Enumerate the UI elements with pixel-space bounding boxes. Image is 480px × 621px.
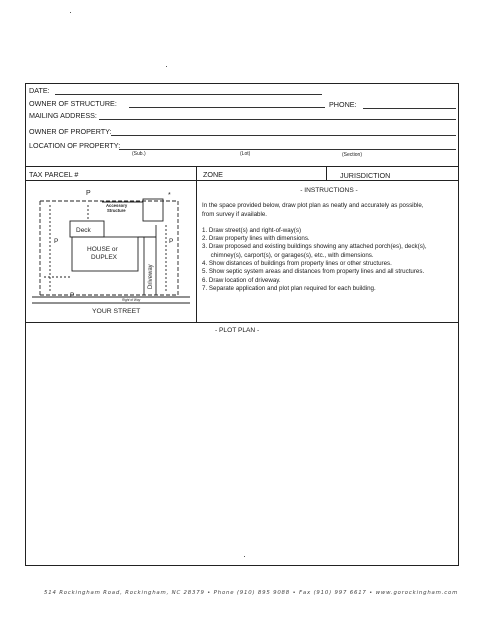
info-divider-right: [326, 166, 327, 180]
phone-label: PHONE:: [329, 100, 357, 109]
info-row-bottom-rule: [25, 180, 459, 181]
scan-speck: [244, 556, 245, 557]
instructions-intro: [202, 202, 456, 219]
info-divider-left: [196, 166, 197, 322]
instructions-list: [202, 227, 456, 293]
info-row-top-rule: [25, 166, 459, 167]
instruction-step: 4. Show distances of buildings from property lines or other structures.: [202, 260, 392, 268]
location-lot-label: (Lot): [240, 151, 251, 157]
owner-property-label: OWNER OF PROPERTY:: [29, 127, 112, 136]
tax-parcel-label: TAX PARCEL #: [29, 170, 79, 179]
property-line-symbol-left: P: [54, 238, 59, 245]
location-label: LOCATION OF PROPERTY:: [29, 141, 121, 150]
instruction-step: 5. Show septic system areas and distances from property lines and all structures.: [202, 268, 425, 276]
date-label: DATE:: [29, 86, 50, 95]
instruction-step: 1. Draw street(s) and right-of-way(s): [202, 226, 302, 234]
location-section-label: (Section): [342, 152, 363, 158]
instructions-heading: - INSTRUCTIONS -: [300, 187, 358, 194]
property-line-symbol-right: P: [169, 238, 174, 245]
property-line-symbol-bottom: P: [70, 292, 75, 299]
house-label-2: DUPLEX: [91, 254, 118, 261]
scan-speck: [166, 66, 167, 67]
instruction-step: 2. Draw property lines with dimensions.: [202, 235, 310, 243]
instructions-intro-line-2: from survey if available.: [202, 210, 267, 218]
location-sub-label: (Sub.): [132, 151, 146, 157]
plot-plan-heading: - PLOT PLAN -: [215, 327, 260, 334]
accessory-label-2: Structure: [107, 208, 126, 213]
instruction-step: chimney(s), carport(s), or garages(s), etc., with dimensions.: [202, 251, 374, 259]
deck-label: Deck: [76, 227, 91, 234]
accessory-label-1: Accessory: [106, 203, 128, 208]
sample-site-diagram: [30, 185, 192, 315]
instruction-step: 7. Separate application and plot plan required for each building.: [202, 284, 376, 292]
instructions-panel: [202, 187, 456, 293]
property-line-marker: *: [168, 192, 171, 199]
property-line-symbol-top: P: [86, 190, 91, 197]
mailing-address-label: MAILING ADDRESS:: [29, 111, 97, 120]
accessory-structure-shape: [143, 199, 163, 221]
plot-plan-drawing-area[interactable]: [26, 323, 458, 565]
street-label: YOUR STREET: [92, 308, 141, 315]
instructions-intro-line-1: In the space provided below, draw plot plan as neatly and accurately as possible,: [202, 202, 424, 210]
scan-speck: [70, 12, 71, 13]
zone-label: ZONE: [203, 170, 223, 179]
jurisdiction-label: JURISDICTION: [340, 171, 391, 180]
instruction-step: 6. Draw location of driveway.: [202, 276, 281, 284]
instruction-step: 3. Draw proposed and existing buildings showing any attached porch(es), deck(s),: [202, 243, 427, 251]
driveway-label: Driveway: [148, 264, 154, 289]
footer-contact-line: 514 Rockingham Road, Rockingham, NC 28379 • Phone (910) 895 9088 • Fax (910) 997 6617 • www.gorockingham.com: [44, 590, 459, 596]
right-of-way-label: Right of Way: [122, 298, 141, 302]
house-label-1: HOUSE or: [87, 246, 118, 253]
owner-structure-label: OWNER OF STRUCTURE:: [29, 99, 117, 108]
